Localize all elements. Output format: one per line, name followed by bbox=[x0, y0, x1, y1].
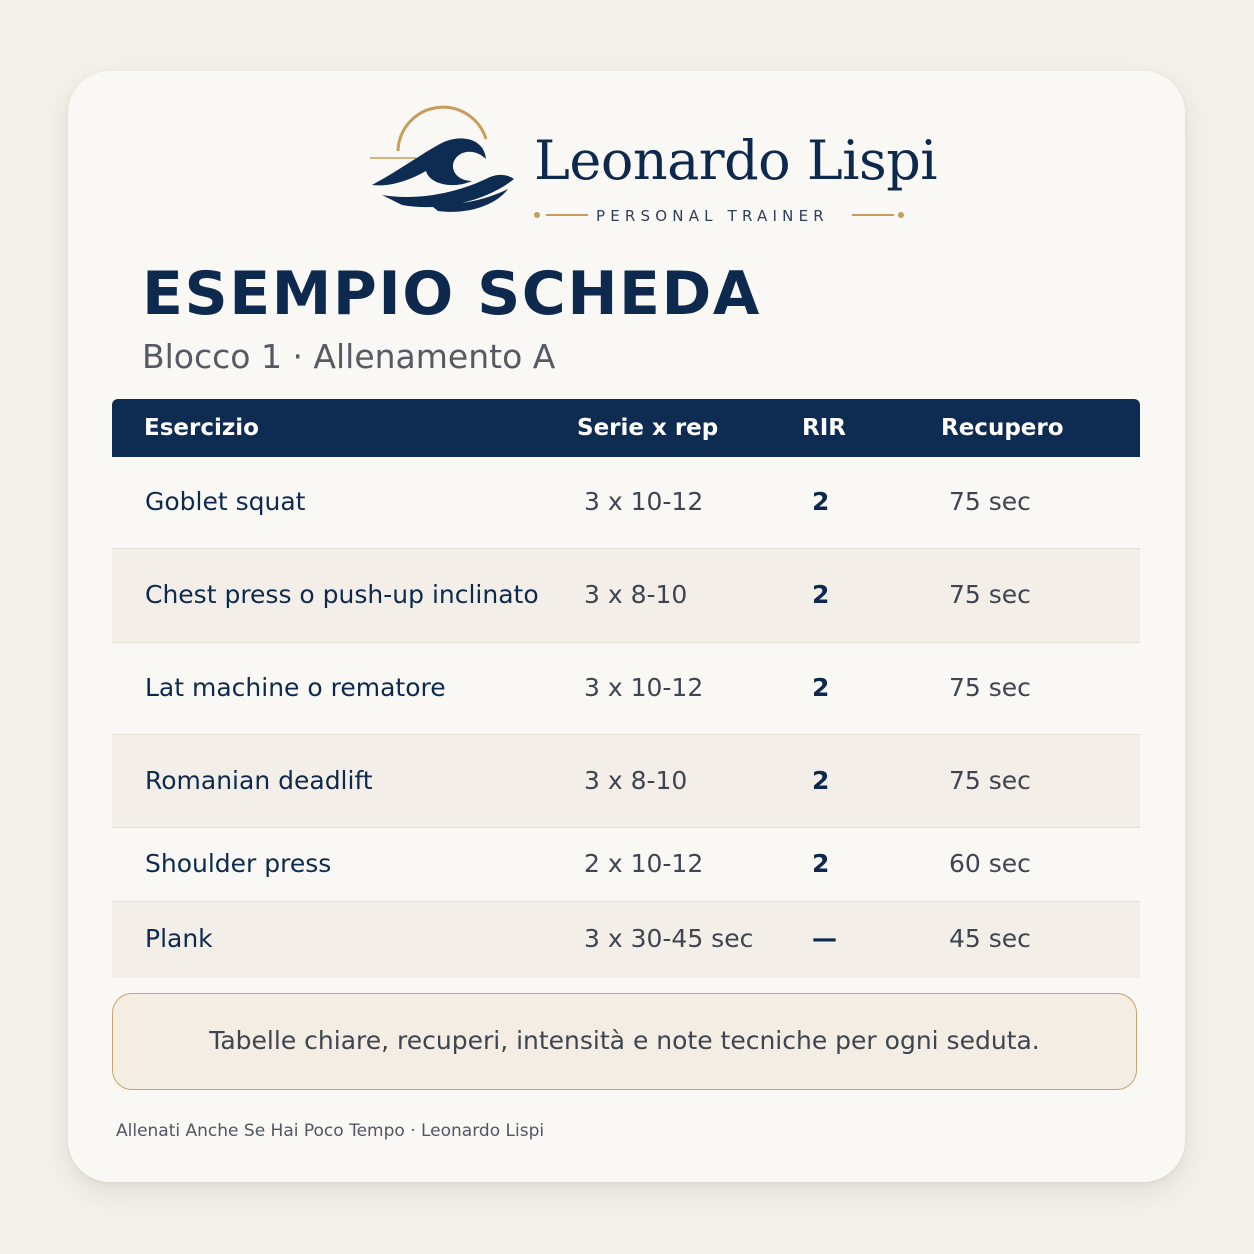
table-row bbox=[112, 549, 1140, 643]
cell-sets-reps: 3 x 8-10 bbox=[584, 580, 688, 609]
cell-rir: 2 bbox=[812, 766, 830, 795]
cell-rir: 2 bbox=[812, 580, 830, 609]
cell-rest: 75 sec bbox=[949, 580, 1031, 609]
cell-rest: 60 sec bbox=[949, 849, 1031, 878]
workout-table bbox=[112, 399, 1140, 978]
cell-sets-reps: 3 x 10-12 bbox=[584, 673, 704, 702]
header-rir: RIR bbox=[802, 415, 846, 441]
cell-exercise: Chest press o push-up inclinato bbox=[145, 580, 539, 609]
page-title: ESEMPIO SCHEDA bbox=[142, 259, 761, 329]
note-text: Tabelle chiare, recuperi, intensità e note tecniche per ogni seduta. bbox=[209, 1026, 1040, 1055]
table-row bbox=[112, 828, 1140, 902]
cell-sets-reps: 3 x 10-12 bbox=[584, 487, 704, 516]
header-esercizio: Esercizio bbox=[144, 415, 259, 441]
cell-rir: 2 bbox=[812, 673, 830, 702]
cell-rir: 2 bbox=[812, 487, 830, 516]
header-recupero: Recupero bbox=[941, 415, 1064, 441]
cell-sets-reps: 3 x 8-10 bbox=[584, 766, 688, 795]
table-row bbox=[112, 735, 1140, 828]
note-box bbox=[112, 993, 1137, 1090]
table-row bbox=[112, 643, 1140, 735]
cell-sets-reps: 3 x 30-45 sec bbox=[584, 924, 754, 953]
brand-tagline: PERSONAL TRAINER bbox=[596, 207, 829, 225]
wave-sun-logo-icon bbox=[368, 93, 528, 213]
brand-logo bbox=[368, 93, 938, 225]
cell-exercise: Goblet squat bbox=[145, 487, 306, 516]
table-header bbox=[112, 399, 1140, 457]
footer-text: Allenati Anche Se Hai Poco Tempo · Leonardo Lispi bbox=[116, 1121, 545, 1141]
cell-rest: 45 sec bbox=[949, 924, 1031, 953]
cell-rir: 2 bbox=[812, 849, 830, 878]
header-serie-rep: Serie x rep bbox=[577, 415, 719, 441]
page-subtitle: Blocco 1 · Allenamento A bbox=[142, 337, 556, 376]
tagline-line-right bbox=[852, 214, 894, 216]
tagline-line-left bbox=[546, 214, 588, 216]
brand-name: Leonardo Lispi bbox=[534, 129, 938, 192]
table-row bbox=[112, 457, 1140, 549]
tagline-dot-left bbox=[534, 212, 540, 218]
cell-exercise: Romanian deadlift bbox=[145, 766, 373, 795]
cell-rest: 75 sec bbox=[949, 487, 1031, 516]
workout-card bbox=[68, 71, 1185, 1182]
brand-tagline-row bbox=[534, 205, 906, 225]
cell-rest: 75 sec bbox=[949, 673, 1031, 702]
cell-exercise: Lat machine o rematore bbox=[145, 673, 446, 702]
table-row bbox=[112, 902, 1140, 978]
tagline-dot-right bbox=[898, 212, 904, 218]
cell-sets-reps: 2 x 10-12 bbox=[584, 849, 704, 878]
cell-rest: 75 sec bbox=[949, 766, 1031, 795]
cell-exercise: Plank bbox=[145, 924, 213, 953]
cell-rir: — bbox=[812, 924, 837, 953]
cell-exercise: Shoulder press bbox=[145, 849, 332, 878]
